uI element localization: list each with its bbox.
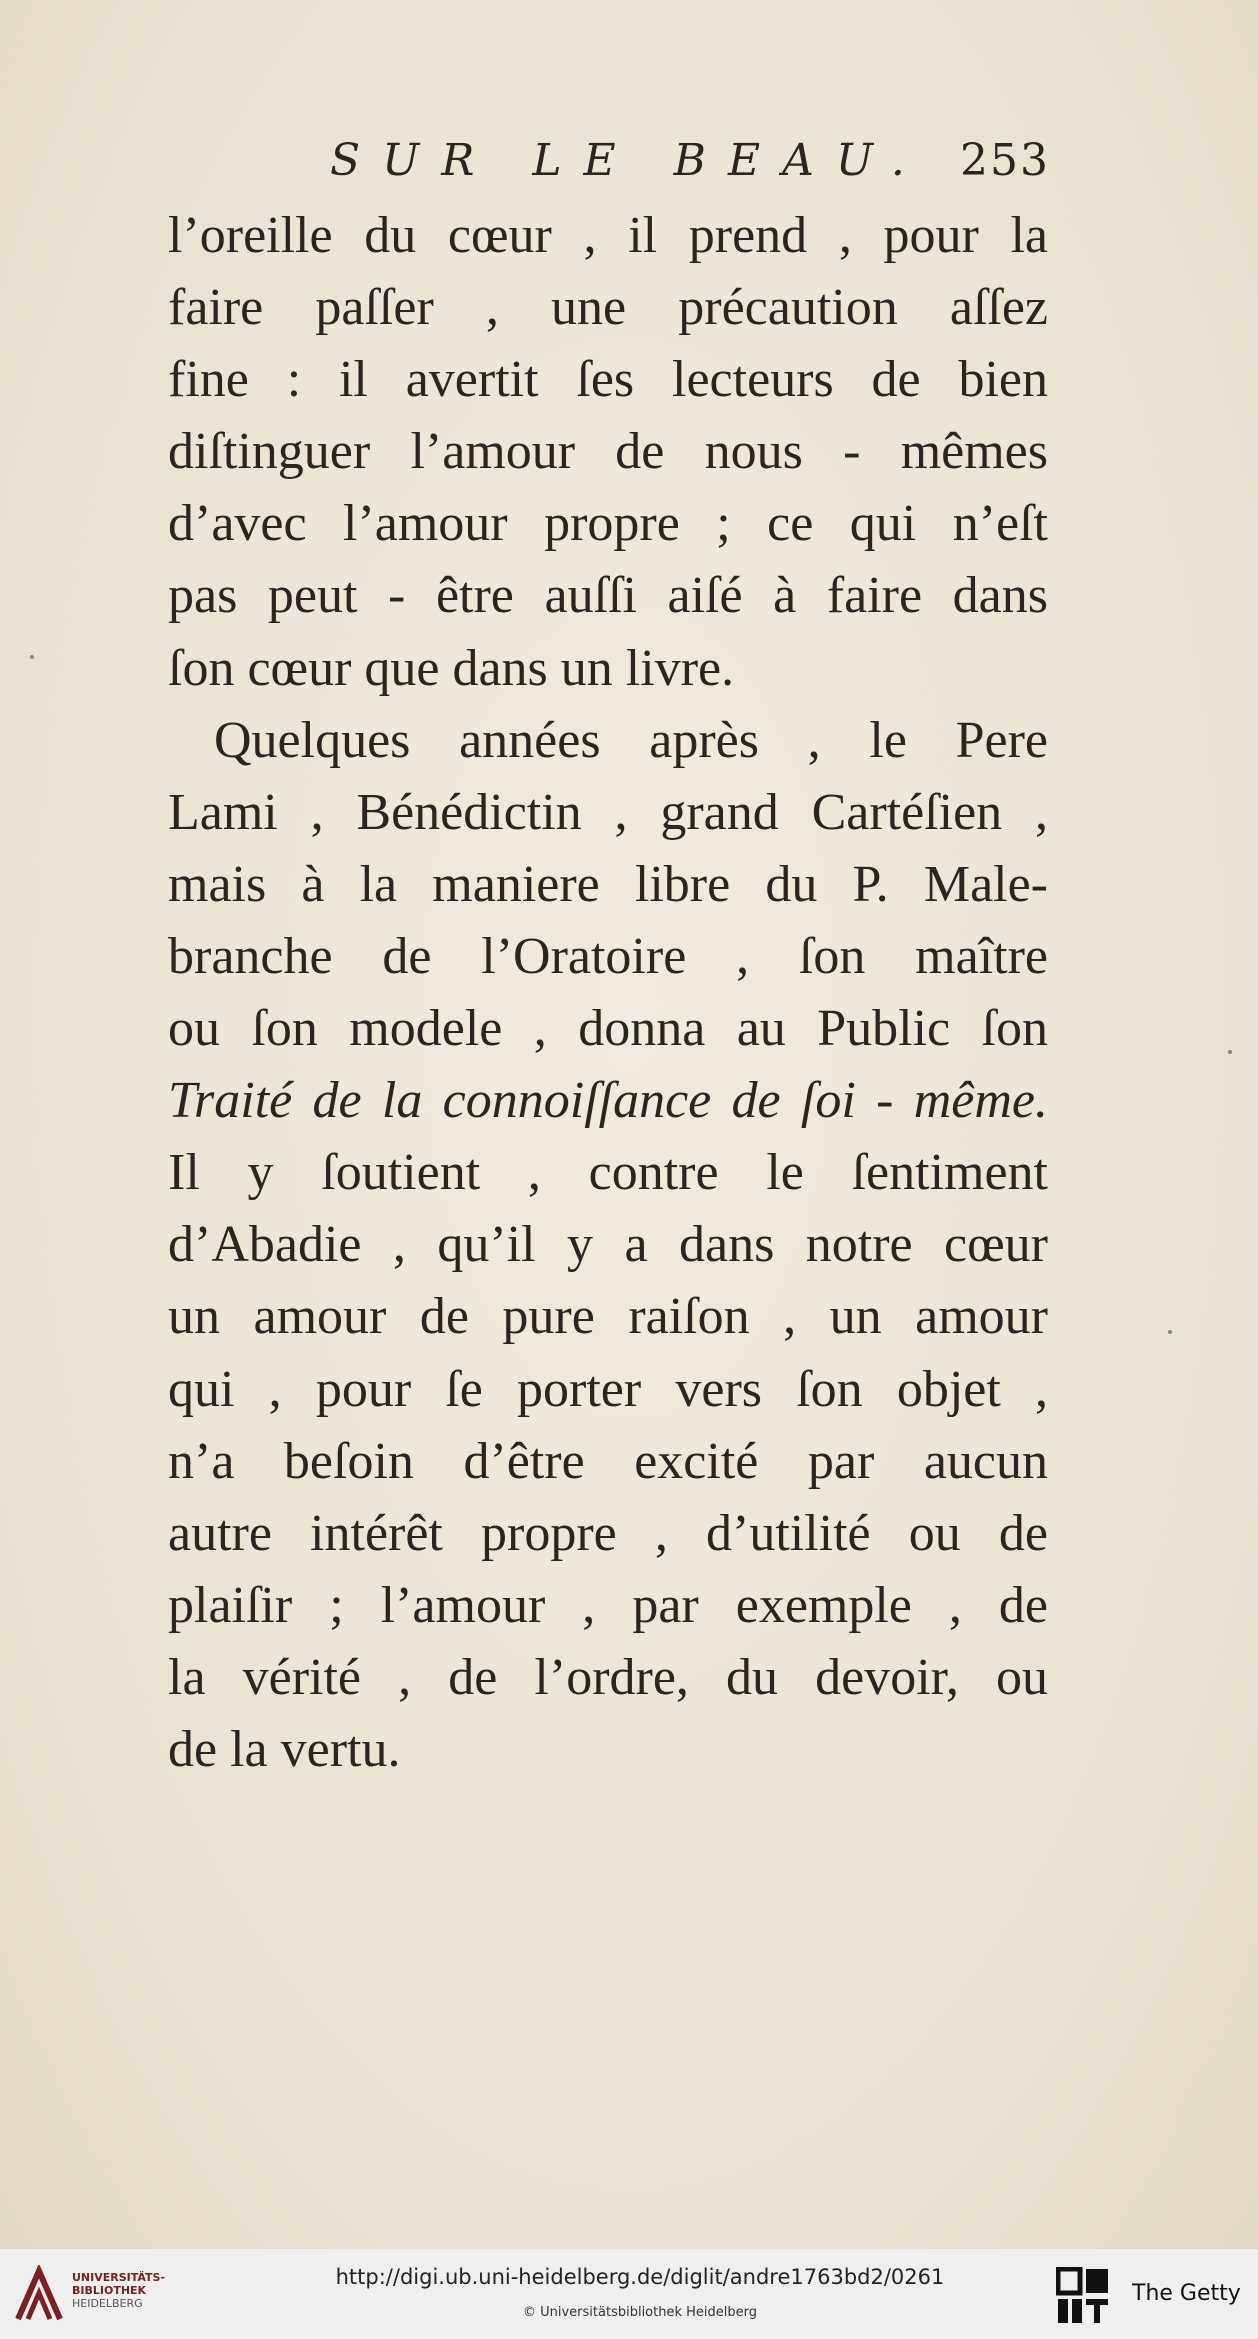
text-line: de la vertu.: [168, 1720, 401, 1778]
permalink-url[interactable]: http://digi.ub.uni-heidelberg.de/diglit/andre1763bd2/0261: [335, 2265, 945, 2289]
body-text: [168, 200, 1048, 1786]
text-line: branche de l’Oratoire , ſon maître: [168, 927, 1048, 985]
text-line: ſon cœur que dans un livre.: [168, 639, 735, 697]
paper-speck: [1228, 1050, 1232, 1054]
text-line: faire paſſer , une précaution aſſez: [168, 279, 1048, 337]
page-number: 253: [960, 135, 1050, 186]
text-line: la vérité , de l’ordre, du devoir, ou: [168, 1648, 1048, 1706]
text-line: mais à la maniere libre du P. Male-: [168, 855, 1048, 913]
text-line: Il y ſoutient , contre le ſentiment: [168, 1144, 1048, 1202]
copyright-notice: © Universitätsbibliothek Heidelberg: [522, 2305, 757, 2320]
text-line: n’a beſoin d’être excité par aucun: [168, 1432, 1048, 1490]
library-name-line: BIBLIOTHEK: [72, 2284, 147, 2297]
text-line: fine : il avertit ſes lecteurs de bien: [168, 351, 1048, 409]
library-name-line: UNIVERSITÄTS-: [72, 2271, 166, 2284]
running-head: [330, 135, 1050, 195]
text-line: un amour de pure raiſon , un amour: [168, 1288, 1048, 1346]
text-line: d’Abadie , qu’il y a dans notre cœur: [168, 1216, 1048, 1274]
text-line: d’avec l’amour propre ; ce qui n’eſt: [168, 495, 1048, 553]
text-line: qui , pour ſe porter vers ſon objet ,: [168, 1360, 1048, 1418]
text-line: ou ſon modele , donna au Public ſon: [168, 1000, 1048, 1058]
text-line: autre intérêt propre , d’utilité ou de: [168, 1504, 1048, 1562]
library-name: [72, 2271, 222, 2310]
getty-logo-icon: [1056, 2267, 1110, 2325]
text-line: pas peut - être auſſi aiſé à faire dans: [168, 567, 1048, 625]
partner-name: The Getty: [1132, 2281, 1241, 2306]
running-head-title: SUR LE BEAU.: [330, 135, 927, 186]
university-library-logo-icon: [14, 2265, 64, 2323]
text-line: l’oreille du cœur , il prend , pour la: [168, 207, 1048, 264]
paper-speck: [30, 655, 34, 659]
text-line: Lami , Bénédictin , grand Cartéſien ,: [168, 783, 1048, 841]
text-line-paragraph-start: Quelques années après , le Pere: [214, 711, 1048, 769]
paper-speck: [1168, 1330, 1172, 1334]
text-line: plaiſir ; l’amour , par exemple , de: [168, 1576, 1048, 1634]
library-name-line: HEIDELBERG: [72, 2297, 143, 2310]
book-title-italic: Traité de la connoiſſance de ſoi - même.: [168, 1072, 1048, 1130]
digitization-footer: [0, 2249, 1258, 2339]
text-line: diſtinguer l’amour de nous - mêmes: [168, 423, 1048, 481]
text-line-book-title: [168, 1065, 1048, 1137]
